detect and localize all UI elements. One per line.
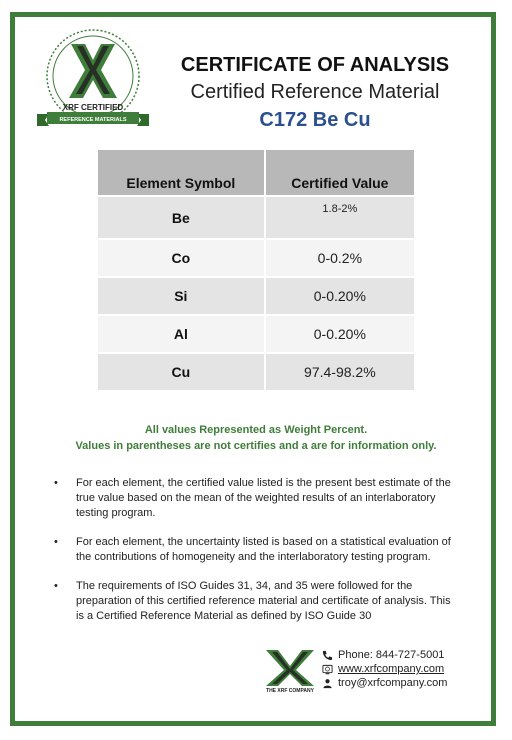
table-row <box>98 315 414 353</box>
bullet-icon: • <box>54 536 58 548</box>
phone-number: Phone: 844-727-5001 <box>338 649 445 661</box>
element-symbol: Al <box>98 315 265 353</box>
email-address[interactable]: troy@xrfcompany.com <box>338 677 448 689</box>
website-link[interactable]: www.xrfcompany.com <box>338 663 445 675</box>
contact-phone <box>322 648 447 662</box>
element-symbol: Si <box>98 277 265 315</box>
note-line-1: All values Represented as Weight Percent. <box>144 424 368 436</box>
certified-value: 1.8-2% <box>265 196 414 239</box>
table-row <box>98 277 414 315</box>
page-subtitle: Certified Reference Material <box>190 81 440 103</box>
bullet-icon: • <box>54 477 58 489</box>
certified-value: 0-0.2% <box>265 239 414 277</box>
element-symbol: Cu <box>98 353 265 390</box>
seal-ribbon-text: REFERENCE MATERIALS <box>59 117 127 123</box>
list-item-text: For each element, the uncertainty listed is based on a statistical evaluation of the contributions of homogeneity and the interlaboratory testing program. <box>76 536 451 563</box>
col-header-value: Certified Value <box>265 150 414 196</box>
table-row <box>98 353 414 390</box>
phone-icon <box>322 650 333 661</box>
seal-title: XRF CERTIFIED <box>62 103 124 112</box>
col-header-element: Element Symbol <box>98 150 265 196</box>
person-icon <box>322 678 333 689</box>
page-title: CERTIFICATE OF ANALYSIS <box>180 54 450 76</box>
table-row <box>98 239 414 277</box>
heading-block <box>160 52 470 134</box>
certified-value: 0-0.20% <box>265 277 414 315</box>
list-item <box>54 476 454 521</box>
company-name: THE XRF COMPANY <box>266 688 314 694</box>
material-name: C172 Be Cu <box>259 109 371 131</box>
table-header-row <box>98 150 414 196</box>
contact-block <box>322 648 447 690</box>
statements-list <box>54 476 454 638</box>
certified-values-table <box>98 150 414 390</box>
certified-value: 97.4-98.2% <box>265 353 414 390</box>
note-line-2: Values in parentheses are not certifies and a are for information only. <box>75 440 437 452</box>
xrf-company-logo <box>262 648 318 694</box>
certified-value: 0-0.20% <box>265 315 414 353</box>
web-icon <box>322 664 333 675</box>
element-symbol: Be <box>98 196 265 239</box>
list-item-text: For each element, the certified value listed is the present best estimate of the true value based on the mean of the weighted results of an interlaboratory testing program. <box>76 477 451 519</box>
xrf-certified-seal <box>33 24 153 136</box>
contact-email <box>322 676 447 690</box>
list-item <box>54 579 454 624</box>
bullet-icon: • <box>54 580 58 592</box>
contact-website <box>322 662 447 676</box>
list-item <box>54 535 454 565</box>
table-row <box>98 196 414 239</box>
list-item-text: The requirements of ISO Guides 31, 34, and 35 were followed for the preparation of this certified reference material and certificate of analysis. This is a Certified Reference Material as defined by ISO Guide 30 <box>76 580 451 622</box>
weight-percent-note <box>40 422 472 454</box>
element-symbol: Co <box>98 239 265 277</box>
